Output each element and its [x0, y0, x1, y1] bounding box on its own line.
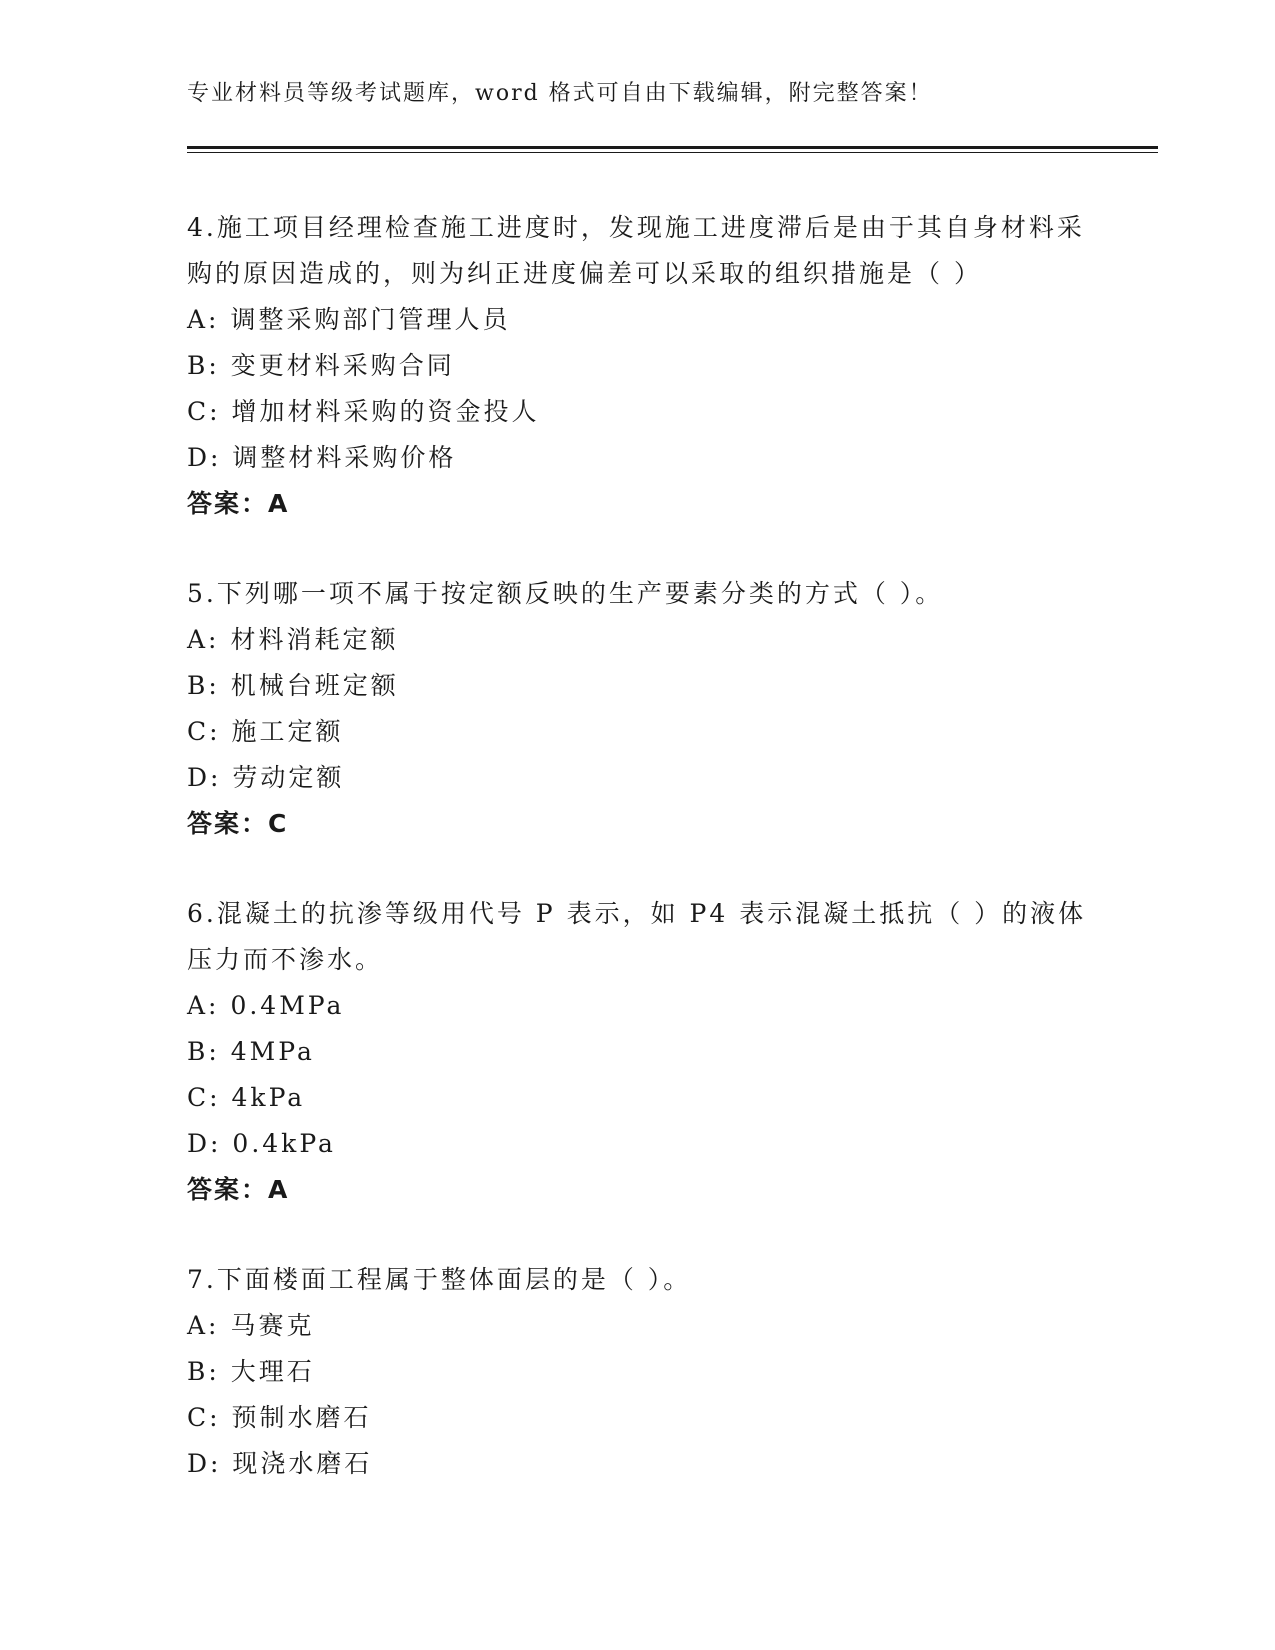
answer-line: 答案：C [187, 809, 289, 838]
option-text: 材料消耗定额 [230, 625, 399, 654]
answer-line: 答案：A [187, 1175, 290, 1204]
option-text: 变更材料采购合同 [230, 351, 455, 380]
option-c [187, 389, 1087, 435]
option-letter: B: [187, 351, 220, 380]
option-letter: D: [187, 1449, 222, 1478]
option-c [187, 1395, 1087, 1441]
question-6 [187, 891, 1087, 1213]
header-rule-thick [187, 146, 1158, 149]
option-d [187, 755, 1087, 801]
option-text: 马赛克 [230, 1311, 315, 1340]
option-b [187, 1349, 1087, 1395]
option-letter: A: [187, 1311, 220, 1340]
answer-line: 答案：A [187, 489, 290, 518]
option-d [187, 435, 1087, 481]
option-d [187, 1441, 1087, 1487]
option-text: 预制水磨石 [231, 1403, 372, 1432]
question-stem: 5.下列哪一项不属于按定额反映的生产要素分类的方式（ ）。 [187, 579, 944, 608]
option-letter: B: [187, 1037, 220, 1066]
question-7 [187, 1257, 1087, 1487]
option-letter: B: [187, 1357, 220, 1386]
option-letter: C: [187, 717, 221, 746]
option-letter: C: [187, 1403, 221, 1432]
option-d [187, 1121, 1087, 1167]
option-a [187, 297, 1087, 343]
question-stem: 4.施工项目经理检查施工进度时，发现施工进度滞后是由于其自身材料采购的原因造成的，则为纠正进度偏差可以采取的组织措施是（ ） [187, 213, 1085, 288]
option-text: 现浇水磨石 [232, 1449, 373, 1478]
option-letter: B: [187, 671, 220, 700]
question-stem: 6.混凝土的抗渗等级用代号 P 表示，如 P4 表示混凝土抵抗（ ）的液体压力而不渗水。 [187, 899, 1087, 974]
option-text: 大理石 [230, 1357, 315, 1386]
option-letter: A: [187, 305, 220, 334]
question-list [187, 205, 1087, 1531]
question-stem: 7.下面楼面工程属于整体面层的是（ ）。 [187, 1265, 692, 1294]
option-a [187, 983, 1087, 1029]
option-text: 施工定额 [231, 717, 344, 746]
option-b [187, 1029, 1087, 1075]
option-b [187, 343, 1087, 389]
option-text: 0.4MPa [230, 991, 345, 1020]
option-b [187, 663, 1087, 709]
option-c [187, 1075, 1087, 1121]
option-letter: D: [187, 763, 222, 792]
option-text: 4MPa [230, 1037, 315, 1066]
page-header: 专业材料员等级考试题库，word 格式可自由下载编辑，附完整答案！ [187, 81, 933, 106]
option-text: 机械台班定额 [230, 671, 399, 700]
option-letter: C: [187, 1083, 221, 1112]
option-text: 调整采购部门管理人员 [230, 305, 511, 334]
option-letter: C: [187, 397, 221, 426]
option-text: 调整材料采购价格 [232, 443, 457, 472]
option-letter: A: [187, 625, 220, 654]
option-text: 4kPa [231, 1083, 306, 1112]
option-letter: D: [187, 443, 222, 472]
option-a [187, 1303, 1087, 1349]
option-text: 0.4kPa [232, 1129, 336, 1158]
header-rule-thin [187, 152, 1158, 153]
option-letter: A: [187, 991, 220, 1020]
option-text: 劳动定额 [232, 763, 345, 792]
question-5 [187, 571, 1087, 847]
option-c [187, 709, 1087, 755]
option-text: 增加材料采购的资金投人 [231, 397, 540, 426]
option-letter: D: [187, 1129, 222, 1158]
question-4 [187, 205, 1087, 527]
option-a [187, 617, 1087, 663]
